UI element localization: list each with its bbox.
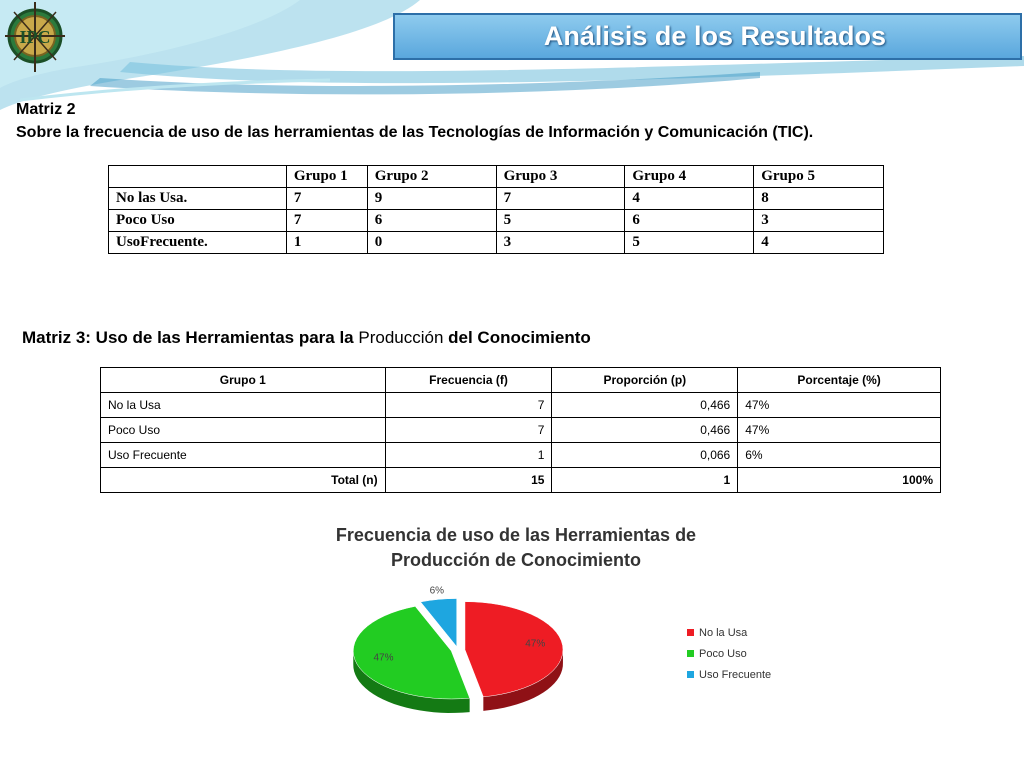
table-cell: 5 (496, 210, 625, 232)
matriz3-table (100, 367, 941, 493)
table-cell: 9 (367, 188, 496, 210)
table-cell: Porcentaje (%) (738, 368, 941, 393)
table-cell: UsoFrecuente. (109, 232, 287, 254)
legend-label: Poco Uso (699, 648, 747, 660)
table-cell: 100% (738, 468, 941, 493)
table-row (109, 210, 884, 232)
table-cell: 7 (385, 393, 552, 418)
table-cell: 47% (738, 418, 941, 443)
table-cell: Total (n) (101, 468, 386, 493)
ipc-logo (2, 0, 76, 74)
table-cell: 5 (625, 232, 754, 254)
table-cell: Frecuencia (f) (385, 368, 552, 393)
table-cell: 7 (286, 210, 367, 232)
table-cell: 0 (367, 232, 496, 254)
legend-swatch (687, 629, 694, 636)
table-cell: Grupo 3 (496, 166, 625, 188)
table-row (101, 418, 941, 443)
table-cell: 8 (754, 188, 884, 210)
table-cell: 4 (754, 232, 884, 254)
pie-data-label: 6% (429, 585, 445, 597)
slide-title-box (393, 13, 1022, 60)
table-cell: 1 (286, 232, 367, 254)
slide-title: Análisis de los Resultados (543, 21, 886, 51)
table-header-row (109, 166, 884, 188)
table-cell: 1 (385, 443, 552, 468)
table-cell: Grupo 5 (754, 166, 884, 188)
table-cell: 3 (754, 210, 884, 232)
svg-text:IPC: IPC (19, 27, 51, 47)
table-cell: Poco Uso (101, 418, 386, 443)
matriz2-table (108, 165, 884, 254)
table-row (101, 393, 941, 418)
pie-chart (246, 510, 786, 738)
table-cell: 7 (385, 418, 552, 443)
table-row (109, 232, 884, 254)
table-cell: Uso Frecuente (101, 443, 386, 468)
table-total-row (101, 468, 941, 493)
table-cell: 6 (367, 210, 496, 232)
table-cell: No la Usa (101, 393, 386, 418)
table-cell: 6% (738, 443, 941, 468)
table-cell: Grupo 1 (286, 166, 367, 188)
table-cell: 1 (552, 468, 738, 493)
table-row (101, 443, 941, 468)
table-cell: 0,466 (552, 418, 738, 443)
legend-swatch (687, 671, 694, 678)
legend-swatch (687, 650, 694, 657)
table-cell: 4 (625, 188, 754, 210)
legend-label: Uso Frecuente (699, 669, 772, 681)
matriz2-label: Matriz 2 (16, 101, 76, 118)
pie-data-label: 47% (525, 638, 546, 650)
table-cell: 15 (385, 468, 552, 493)
table-cell: Grupo 4 (625, 166, 754, 188)
chart-title-line1: Frecuencia de uso de las Herramientas de (335, 525, 697, 545)
table-cell: 6 (625, 210, 754, 232)
table-cell: 7 (496, 188, 625, 210)
table-cell: 3 (496, 232, 625, 254)
table-row (109, 188, 884, 210)
table-cell: Grupo 2 (367, 166, 496, 188)
table-cell: Grupo 1 (101, 368, 386, 393)
table-cell: 7 (286, 188, 367, 210)
table-cell: Poco Uso (109, 210, 287, 232)
table-cell: 0,466 (552, 393, 738, 418)
table-cell: Proporción (p) (552, 368, 738, 393)
pie-data-label: 47% (373, 652, 394, 664)
table-cell: No las Usa. (109, 188, 287, 210)
table-cell: 0,066 (552, 443, 738, 468)
legend-label: No la Usa (699, 627, 748, 639)
table-cell (109, 166, 287, 188)
matriz2-description: Sobre la frecuencia de uso de las herramientas de las Tecnologías de Información y Comunicación (TIC). (16, 124, 814, 141)
table-cell: 47% (738, 393, 941, 418)
chart-title-line2: Producción de Conocimiento (390, 550, 642, 570)
matriz3-label: Matriz 3: Uso de las Herramientas para la Producción del Conocimiento (22, 328, 591, 347)
table-header-row (101, 368, 941, 393)
